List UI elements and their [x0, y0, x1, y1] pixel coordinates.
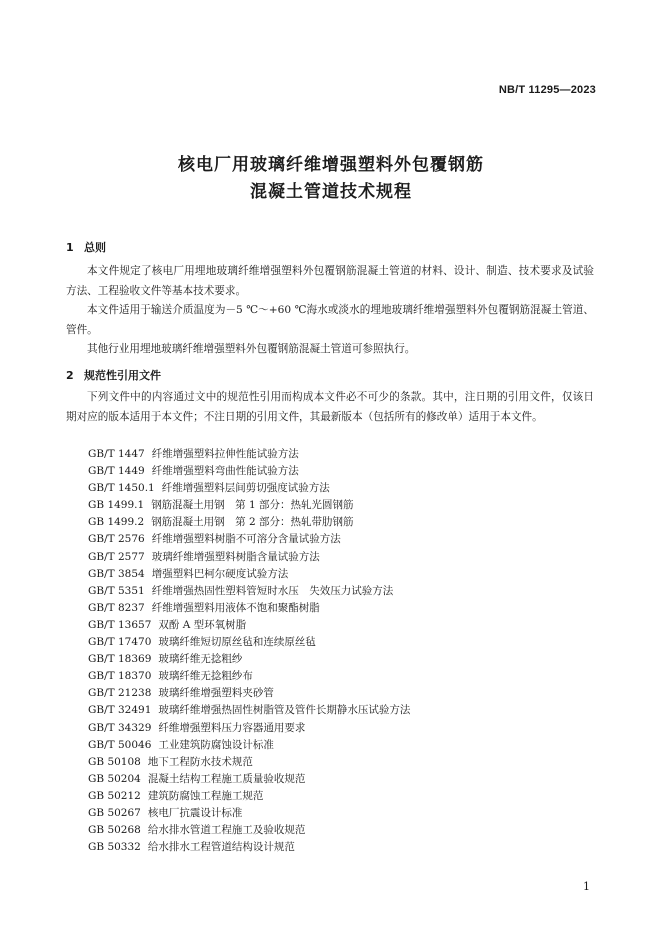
- document-title-line-2: 混凝土管道技术规程: [250, 182, 412, 202]
- reference-code: GB/T 3854: [88, 567, 145, 580]
- reference-name: 纤维增强塑料拉伸性能试验方法: [151, 448, 299, 460]
- reference-item: [88, 805, 410, 822]
- reference-name: 纤维增强热固性塑料管短时水压 失效压力试验方法: [151, 584, 394, 597]
- reference-code: GB/T 21238: [88, 687, 152, 700]
- reference-item: [88, 839, 410, 856]
- reference-item: [88, 634, 410, 651]
- reference-code: GB/T 1449: [88, 465, 145, 478]
- reference-item: [88, 788, 410, 805]
- reference-item: [88, 583, 410, 600]
- section-number: 1: [66, 241, 74, 254]
- reference-item: [88, 685, 410, 702]
- reference-code: GB/T 17470: [88, 636, 152, 649]
- section-number: 2: [66, 369, 74, 382]
- standard-code: NB/T 11295—2023: [498, 84, 596, 96]
- reference-name: 给水排水工程管道结构设计规范: [147, 841, 295, 854]
- document-title-line-1: 核电厂用玻璃纤维增强塑料外包覆钢筋: [178, 155, 484, 175]
- reference-code: GB/T 1450.1: [88, 482, 155, 495]
- reference-code: GB 50108: [88, 755, 141, 768]
- reference-name: 增强塑料巴柯尔硬度试验方法: [151, 567, 289, 580]
- reference-code: GB 50332: [88, 841, 141, 854]
- paragraph: 下列文件中的内容通过文中的规范性引用而构成本文件必不可少的条款。其中，注日期的引用文件，仅该日期对应的版本适用于本文件；不注日期的引用文件，其最新版本（包括所有的修改单）适用于本文件。: [66, 391, 594, 423]
- reference-name: 纤维增强塑料用液体不饱和聚酯树脂: [151, 601, 320, 614]
- section-title: 规范性引用文件: [84, 369, 161, 382]
- reference-code: GB 50212: [88, 789, 141, 802]
- reference-code: GB 50268: [88, 824, 141, 837]
- reference-name: 核电厂抗震设计标准: [147, 806, 243, 819]
- reference-item: [88, 600, 410, 617]
- paragraph: 本文件适用于输送介质温度为－5 ℃～+60 ℃海水或淡水的埋地玻璃纤维增强塑料外包覆钢筋混凝土管道、管件。: [66, 304, 594, 336]
- reference-item: [88, 617, 410, 634]
- reference-name: 钢筋混凝土用钢 第 2 部分：热轧带肋钢筋: [151, 516, 354, 529]
- reference-item: [88, 549, 410, 566]
- reference-item: [88, 531, 410, 548]
- reference-item: [88, 668, 410, 685]
- reference-name: 纤维增强塑料弯曲性能试验方法: [151, 465, 299, 478]
- reference-item: [88, 822, 410, 839]
- reference-list: [88, 446, 410, 856]
- reference-code: GB 1499.2: [88, 516, 145, 529]
- reference-item: [88, 702, 410, 719]
- reference-name: 玻璃纤维增强热固性树脂管及管件长期静水压试验方法: [158, 704, 411, 717]
- reference-name: 玻璃纤维短切原丝毡和连续原丝毡: [158, 636, 316, 649]
- section-title: 总则: [84, 241, 106, 254]
- reference-code: GB/T 32491: [88, 704, 152, 717]
- page-number: 1: [583, 880, 590, 893]
- reference-code: GB/T 13657: [88, 618, 152, 631]
- reference-code: GB/T 18370: [88, 670, 152, 683]
- reference-code: GB/T 2577: [88, 550, 145, 563]
- reference-name: 给水排水管道工程施工及验收规范: [147, 824, 306, 837]
- paragraph: 其他行业用埋地玻璃纤维增强塑料外包覆钢筋混凝土管道可参照执行。: [87, 343, 416, 355]
- reference-item: [88, 514, 410, 531]
- reference-code: GB/T 5351: [88, 584, 145, 597]
- reference-name: 双酚 A 型环氧树脂: [158, 618, 247, 631]
- reference-item: [88, 737, 410, 754]
- section-2-heading: [66, 367, 161, 383]
- reference-item: [88, 463, 410, 480]
- reference-code: GB/T 34329: [88, 721, 152, 734]
- reference-item: [88, 754, 410, 771]
- reference-code: GB 50204: [88, 772, 141, 785]
- reference-name: 工业建筑防腐蚀设计标准: [158, 738, 274, 751]
- reference-code: GB 50267: [88, 806, 141, 819]
- reference-code: GB/T 2576: [88, 533, 145, 546]
- reference-name: 玻璃纤维无捻粗纱: [158, 653, 243, 666]
- reference-name: 混凝土结构工程施工质量验收规范: [147, 772, 306, 785]
- reference-item: [88, 566, 410, 583]
- reference-name: 纤维增强塑料层间剪切强度试验方法: [161, 482, 330, 495]
- reference-name: 纤维增强塑料压力容器通用要求: [158, 721, 306, 734]
- reference-item: [88, 771, 410, 788]
- reference-code: GB/T 1447: [88, 448, 145, 460]
- reference-name: 玻璃纤维增强塑料树脂含量试验方法: [151, 550, 320, 563]
- reference-code: GB/T 50046: [88, 738, 152, 751]
- reference-name: 玻璃纤维无捻粗纱布: [158, 670, 253, 683]
- reference-code: GB 1499.1: [88, 499, 145, 512]
- reference-code: GB/T 18369: [88, 653, 152, 666]
- reference-item: [88, 480, 410, 497]
- reference-item: [88, 720, 410, 737]
- reference-name: 地下工程防水技术规范: [147, 755, 253, 768]
- reference-item: [88, 446, 410, 463]
- reference-name: 纤维增强塑料树脂不可溶分含量试验方法: [151, 533, 341, 546]
- reference-name: 钢筋混凝土用钢 第 1 部分：热轧光圆钢筋: [151, 499, 354, 512]
- reference-code: GB/T 8237: [88, 601, 145, 614]
- section-1-heading: [66, 239, 106, 255]
- reference-name: 玻璃纤维增强塑料夹砂管: [158, 687, 274, 700]
- paragraph: 本文件规定了核电厂用埋地玻璃纤维增强塑料外包覆钢筋混凝土管道的材料、设计、制造、技术要求及试验方法、工程验收文件等基本技术要求。: [66, 265, 594, 297]
- reference-item: [88, 497, 410, 514]
- reference-name: 建筑防腐蚀工程施工规范: [147, 789, 264, 802]
- reference-item: [88, 651, 410, 668]
